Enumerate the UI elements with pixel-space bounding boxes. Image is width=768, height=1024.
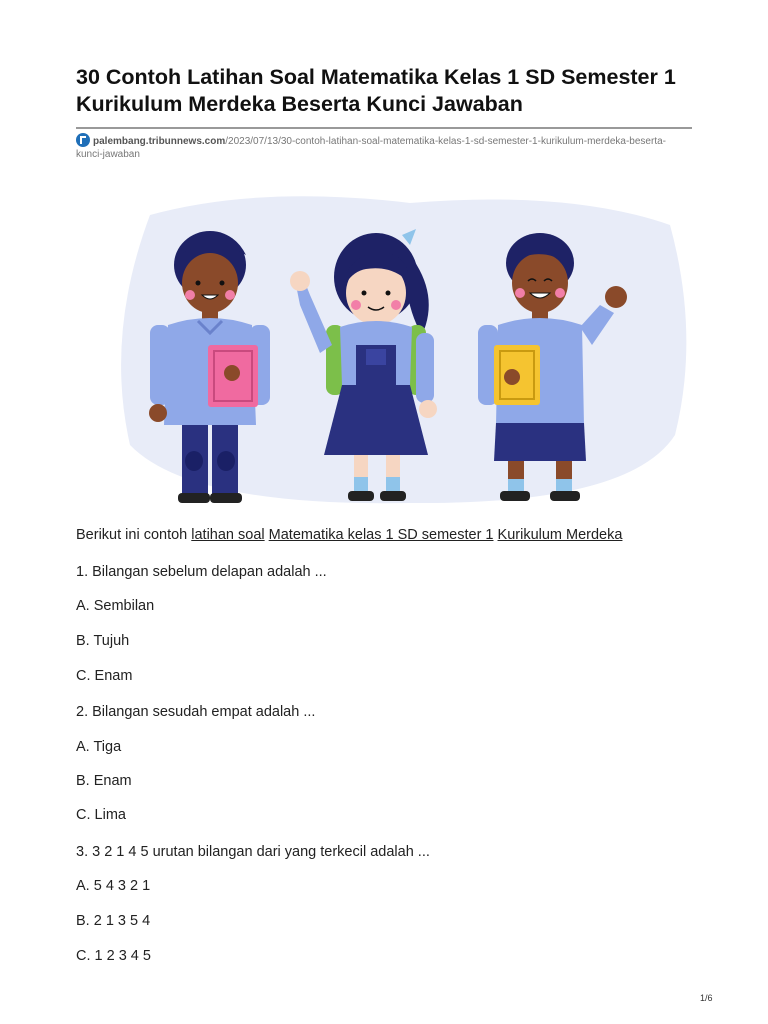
source-url[interactable] bbox=[76, 133, 692, 161]
question-2: 2. Bilangan sesudah empat adalah ... bbox=[76, 704, 316, 720]
question-2-option-c: C. Lima bbox=[76, 807, 126, 823]
link-matematika-kelas-1[interactable]: Matematika kelas 1 SD semester 1 bbox=[268, 527, 494, 543]
question-1: 1. Bilangan sebelum delapan adalah ... bbox=[76, 564, 327, 580]
question-3-option-b: B. 2 1 3 5 4 bbox=[76, 913, 151, 929]
question-1-option-a: A. Sembilan bbox=[76, 598, 155, 614]
page-number: 1/6 bbox=[700, 993, 713, 1003]
question-1-option-b: B. Tujuh bbox=[76, 633, 130, 649]
title-divider bbox=[76, 127, 692, 129]
source-domain[interactable]: palembang.tribunnews.com bbox=[93, 136, 226, 147]
link-latihan-soal[interactable]: latihan soal bbox=[191, 527, 265, 543]
question-3-option-a: A. 5 4 3 2 1 bbox=[76, 878, 151, 894]
question-3: 3. 3 2 1 4 5 urutan bilangan dari yang terkecil adalah ... bbox=[76, 844, 430, 860]
question-1-option-c: C. Enam bbox=[76, 668, 133, 684]
intro-prefix: Berikut ini contoh bbox=[76, 527, 192, 543]
question-2-option-a: A. Tiga bbox=[76, 739, 122, 755]
question-3-option-c: C. 1 2 3 4 5 bbox=[76, 948, 151, 964]
children-illustration bbox=[110, 185, 690, 515]
intro-paragraph bbox=[76, 526, 622, 544]
link-kurikulum-merdeka[interactable]: Kurikulum Merdeka bbox=[497, 527, 623, 543]
source-path[interactable]: /2023/07/13/30-contoh-latihan-soal-matematika-kelas-1-sd-semester-1-kurikulum-merdeka-beserta-kunci-jawaban bbox=[76, 136, 666, 160]
question-2-option-b: B. Enam bbox=[76, 773, 132, 789]
tribun-logo-icon bbox=[76, 133, 90, 147]
article-title: 30 Contoh Latihan Soal Matematika Kelas 1 SD Semester 1 Kurikulum Merdeka Beserta Kunci Jawaban bbox=[76, 65, 676, 116]
